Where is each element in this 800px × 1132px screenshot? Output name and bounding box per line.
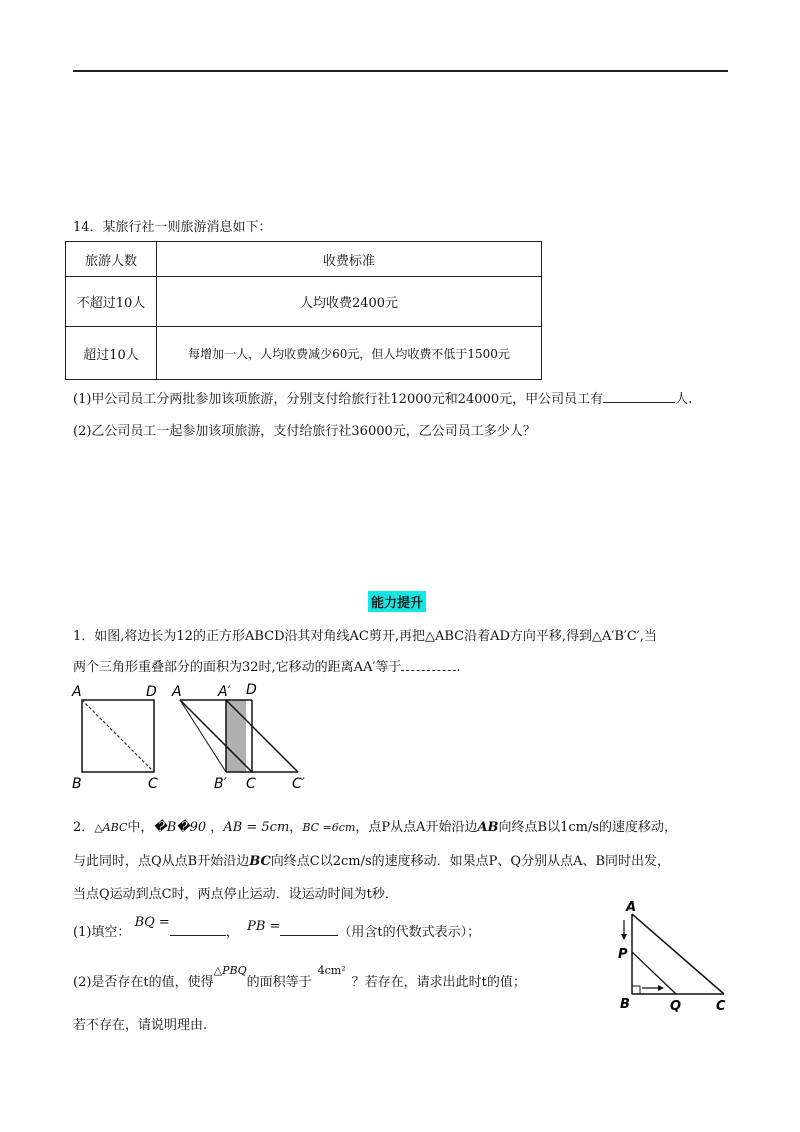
answer-blank[interactable] [280,923,338,936]
p1-line2-text: 两个三角形重叠部分的面积为32时,它移动的距离AA′等于 [73,660,402,675]
p1-line2 [73,656,461,675]
triangle-abc: △ABC [94,821,128,834]
label-b: B [72,776,82,790]
fee-table [65,241,542,380]
p2-fill: (1)填空： BQ =， PB = （用含t的代数式表示）； [73,915,481,940]
label-d: D [246,682,257,698]
edge [180,700,226,772]
angle-b: �B�90 [153,820,207,835]
expr-pb: PB = [247,919,281,934]
label-d: D [146,684,157,700]
expr-bq: BQ = [134,915,170,930]
q14-part1-text: (1)甲公司员工分两批参加该项旅游，分别支付给旅行社12000元和24000元，甲公司员工有 [73,392,604,407]
q14-part1-unit: 人. [675,392,693,407]
label-a: A [72,684,82,700]
area-value: 4cm² [317,964,346,977]
label-b-prime: B′ [214,776,227,790]
side-ac [632,914,724,994]
p2-line1: 2．△ABC中，�B�90 ，AB = 5cm，BC =6cm，点P从点A开始沿边AB向终点B以1cm/s的速度移动， [73,820,678,835]
arrow-right-head [658,985,664,991]
table-cell: 人均收费2400元 [157,277,542,327]
q14-part1 [73,388,692,407]
p2-line3: 当点Q运动到点C时，两点停止运动．设运动时间为t秒． [73,887,398,902]
label-a-prime: A′ [218,684,231,700]
p2-number: 2． [73,820,95,835]
p2-text: 中， [127,820,154,835]
table-cell: 不超过10人 [66,277,157,327]
table-header-row [66,242,542,277]
section-title: 能力提升 [368,591,426,612]
table-header-cell: 收费标准 [157,242,542,277]
p1-period: . [456,660,461,675]
q14-stem: 14．某旅行社一则旅游消息如下： [73,220,272,235]
length-bc: BC =6cm [302,821,356,834]
p2-text: 向终点B以1cm/s的速度移动， [498,820,678,835]
label-c: C [148,776,158,790]
label-c-prime: C′ [292,776,305,790]
p2-text: 的面积等于 [246,975,312,990]
right-angle-mark [632,986,640,994]
p2-text: 与此同时，点Q从点B开始沿边 [73,854,250,869]
p2-q2 [73,964,526,990]
p2-q2-cont: 若不存在，请说明理由. [73,1018,208,1033]
label-b: B [620,997,630,1012]
label-q: Q [670,999,682,1014]
triangle-figure [612,896,738,1020]
square-figures [68,680,328,790]
p2-text: ，点P从点A开始沿边 [355,820,478,835]
label-p: P [618,947,628,962]
table-row [66,277,542,327]
triangle-pbq: △PBQ [213,964,247,977]
answer-blank[interactable] [603,390,675,403]
table-header-cell: 旅游人数 [66,242,157,277]
answer-blank[interactable] [401,658,456,671]
label-c: C [246,776,256,790]
p1-line1: 1．如图,将边长为12的正方形ABCD沿其对角线AC剪开,再把△ABC沿着AD方向平移,得到△A′B′C′,当 [73,629,657,644]
p2-text: (1)填空： [73,925,131,940]
table-cell: 超过10人 [66,327,157,380]
label-a: A [172,684,182,700]
label-c: C [716,999,726,1014]
label-a: A [626,900,637,915]
table-row [66,327,542,380]
table-cell: 每增加一人，人均收费减少60元，但人均收费不低于1500元 [157,327,542,380]
segment-bc: BC [249,854,271,869]
p2-line2 [73,850,670,869]
diagonal-ac [82,700,154,772]
arrow-down-head [621,934,627,940]
p2-text: （用含t的代数式表示）； [338,925,481,940]
p2-text: ？若存在，请求出此时t的值； [351,975,526,990]
answer-blank[interactable] [170,923,226,936]
segment-ab: AB [477,820,499,835]
q14-part2: (2)乙公司员工一起参加该项旅游，支付给旅行社36000元，乙公司员工多少人？ [73,424,536,439]
p2-text: 向终点C以2cm/s的速度移动．如果点P、Q分别从点A、B同时出发， [270,854,671,869]
header-rule [73,70,728,72]
length-ab: AB = 5cm [223,820,290,835]
p2-text: (2)是否存在t的值，使得 [73,975,214,990]
